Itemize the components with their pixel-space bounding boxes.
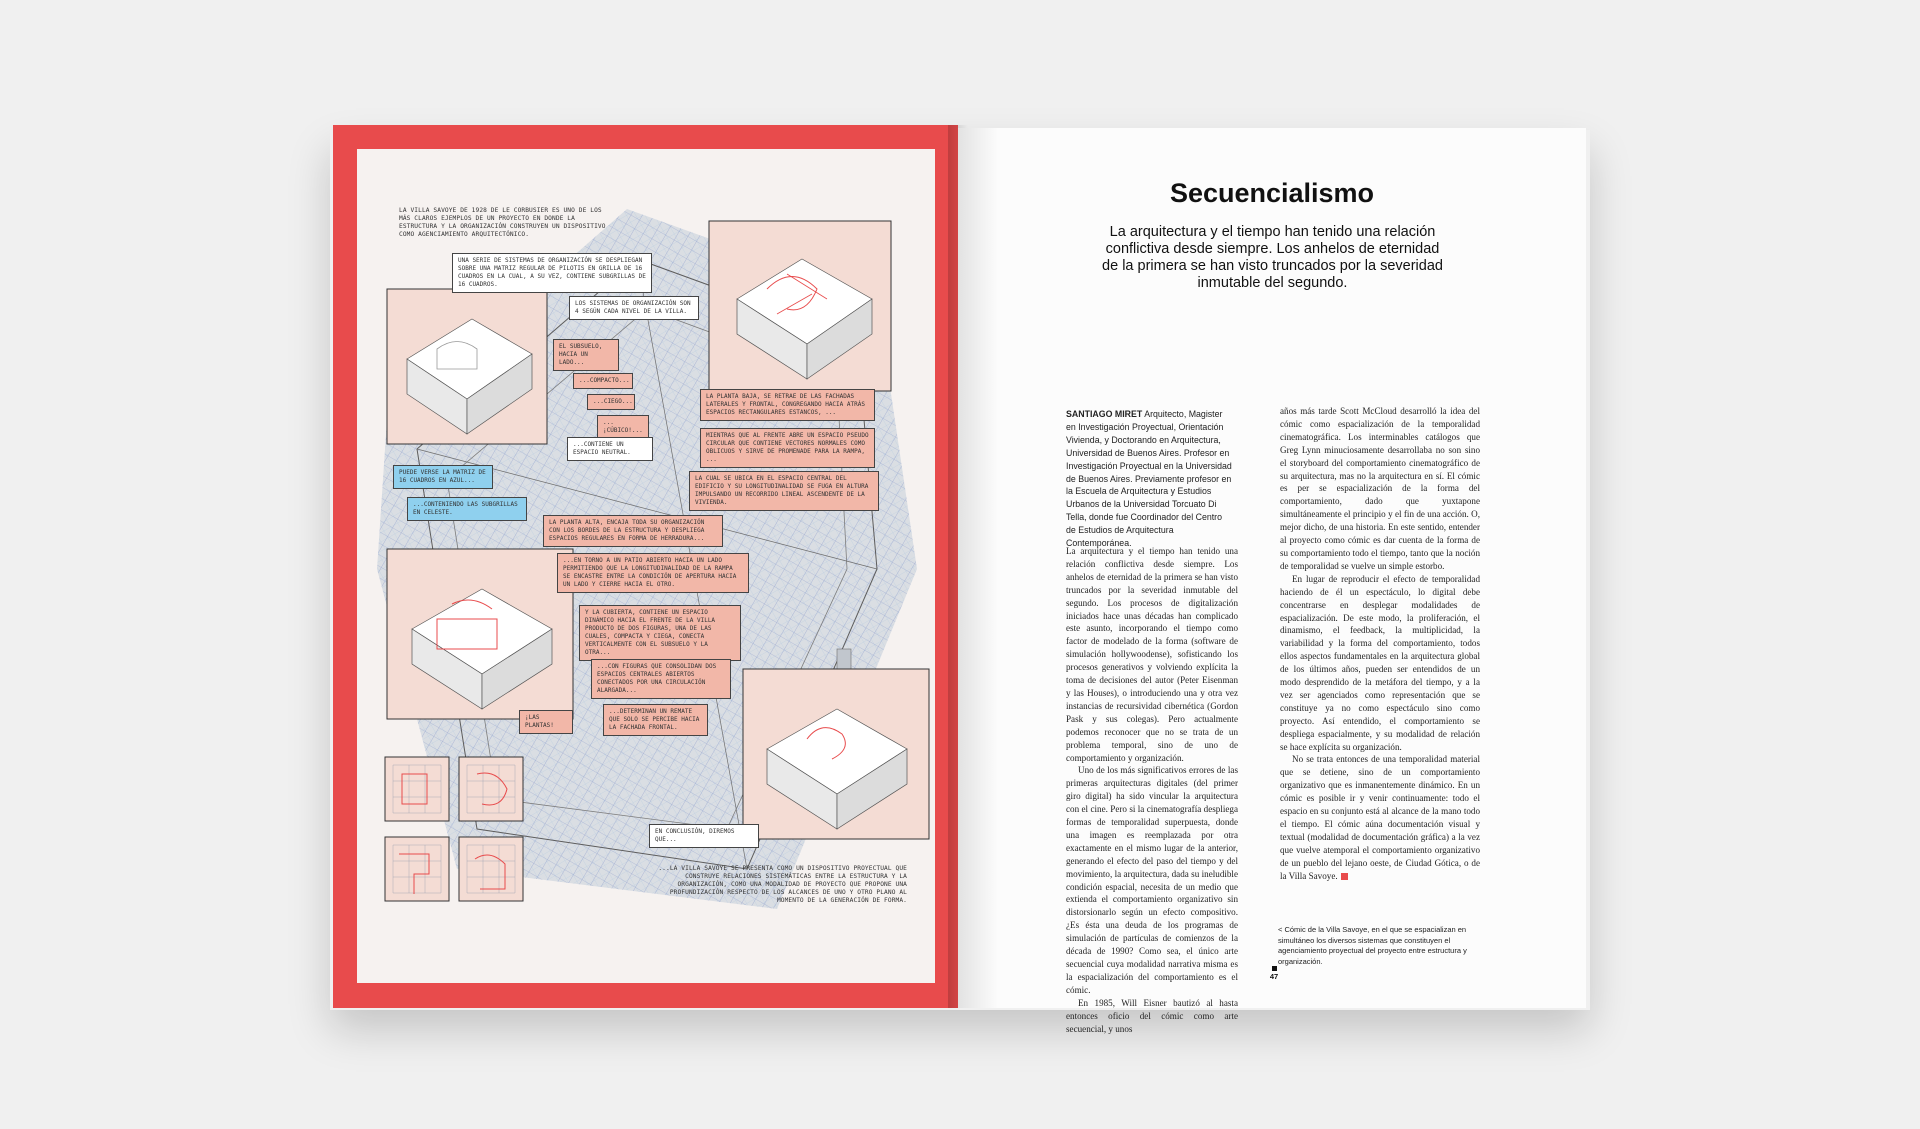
plan-panel-subsuelo [387, 289, 547, 444]
page-number-text: 47 [1269, 972, 1279, 981]
speech-bubble: ...¡CÚBICO!... [597, 415, 649, 439]
paragraph-text: No se trata entonces de una temporalidad material que se detiene, sino de un comportamiento organizativo que es inmanentemente dinámico. En un cómic es posible ir y venir continuamente: todo el espacio en su conjunto está al alcance de la mano todo el tiempo. El cómic aúna documentación visual y textual (modalidad de documentación gráfica) a la vez que vuelve atemporal el comportamiento organizativo de un pueblo del lejano oeste, de Ciudad Gótica, o de la Villa Savoye. [1280, 754, 1480, 881]
page-mark-icon [1272, 966, 1277, 971]
speech-bubble: ¡LAS PLANTAS! [519, 710, 573, 734]
end-of-article-mark [1341, 873, 1348, 880]
plan-panel-cubierta [743, 669, 929, 839]
article-column-1 [1066, 545, 1238, 1035]
speech-bubble: ...CIEGO... [587, 394, 635, 410]
comic-panel-area [357, 149, 935, 983]
author-bio [1066, 408, 1234, 550]
paragraph: Uno de los más significativos errores de las primeras arquitecturas digitales (del primer giro digital) ha sido vincular la arquitectura con el cine. Pero si la cinematografía despliega formas de temporalidad superpuesta, donde una imagen es reemplazada por otra exactamente en el mismo lugar de la anterior, generando el efecto del paso del tiempo y del movimiento, la arquitectura, dada su ineludible condición espacial, necesita de un medio que extienda el comportamiento organizativo sin distorsionarlo según un efecto compositivo. ¿Es ésta una deuda de los programas de simulación de partículas de comienzos de la década de 1990? Como sea, el único arte secuencial cuya modalidad narrativa misma es la espacialización del comportamiento es el cómic. [1066, 765, 1238, 995]
paragraph: La arquitectura y el tiempo han tenido una relación conflictiva desde siempre. Los anhelos de eternidad de la primera se han visto truncados por la severidad inmutable del segundo. Los procesos de digitalización iniciados hace unas décadas han complicado este asunto, incorporando el tiempo como factor de modelado de la forma (software de simulación hollywoodense), sofisticando los procesos generativos y volviendo explícita la toma de decisiones del autor (Peter Eisenman y las Houses), o introduciendo una y otra vez instancias de recursividad cibernética (Gordon Pask y sus colegas). Pero actualmente podemos reconocer que no se trata de un problema temporal, sino de uno de comportamiento y organización. [1066, 546, 1238, 763]
speech-bubble: MIENTRAS QUE AL FRENTE ABRE UN ESPACIO PSEUDO CIRCULAR QUE CONTIENE VECTORES NORMALES COMO OBLICUOS Y SIRVE DE PROMENADE PARA LA RAMPA, ... [700, 428, 875, 468]
plan-panel-planta-baja [709, 221, 891, 391]
speech-bubble: EN CONCLUSIÓN, DIREMOS QUE... [649, 824, 759, 848]
author-bio-text: Arquitecto, Magister en Investigación Proyectual, Orientación Vivienda, y Doctorando en Arquitectura, Universidad de Buenos Aires. Profesor en Investigación Proyectual en la Universidad de Buenos Aires. Previamente profesor en la Escuela de Arquitectura y Estudios Urbanos de la Universidad Torcuato Di Tella, donde fue Coordinador del Centro de Estudios de Arquitectura Contemporánea. [1066, 409, 1232, 549]
speech-bubble: ...CON FIGURAS QUE CONSOLIDAN DOS ESPACIOS CENTRALES ABIERTOS CONECTADOS POR UNA CIRCULACIÓN ALARGADA... [591, 659, 731, 699]
speech-bubble: UNA SERIE DE SISTEMAS DE ORGANIZACIÓN SE DESPLIEGAN SOBRE UNA MATRIZ REGULAR DE PILOTIS EN GRILLA DE 16 CUADROS EN LA CUAL, A SU VEZ, CONTIENE SUBGRILLAS DE 16 CUADROS. [452, 253, 652, 293]
speech-bubble: LA CUAL SE UBICA EN EL ESPACIO CENTRAL DEL EDIFICIO Y SU LONGITUDINALIDAD SE FUGA EN ALTURA IMPULSANDO UN RECORRIDO LINEAL ASCENDENTE DE LA VIVIENDA. [689, 471, 879, 511]
paragraph [1280, 753, 1480, 882]
plan-panel-planta-alta [387, 549, 573, 719]
figure-caption: < Cómic de la Villa Savoye, en el que se espacializan en simultáneo los diversos sistemas que constituyen el agenciamiento proyectual del proyecto entre estructura y organización. [1278, 925, 1467, 966]
page-number [1264, 966, 1284, 981]
speech-bubble: ...DETERMINAN UN REMATE QUE SOLO SE PERCIBE HACIA LA FACHADA FRONTAL. [603, 704, 708, 736]
left-page-comic [333, 125, 958, 1008]
paragraph: años más tarde Scott McCloud desarrolló la idea del cómic como espacialización de la temporalidad cinematográfica. Los interminables catálogos que Greg Lynn minuciosamente desarrollaba no son sino el storyboard del comportamiento cinematográfico de su arquitectura, mas no la arquitectura en sí. El cómic es per se espacialización de la forma del comportamiento, dado que yuxtapone simultáneamente el principio y el fin de una acción. O, mejor dicho, de una historia. En este sentido, entender al proyecto como cómic es dar cuenta de la forma de su comportamiento todo el tiempo, tanto que la noción de temporalidad se vuelve un simple estorbo. [1280, 406, 1480, 571]
article-title: Secuencialismo [1169, 178, 1375, 208]
speech-bubble: LA PLANTA BAJA, SE RETRAE DE LAS FACHADAS LATERALES Y FRONTAL, CONGREGANDO HACIA ATRÁS ESPACIOS RECTANGULARES ESTANCOS, ... [700, 389, 875, 421]
speech-bubble-blue: ...CONTENIENDO LAS SUBGRILLAS EN CELESTE. [407, 497, 527, 521]
speech-bubble: Y LA CUBIERTA, CONTIENE UN ESPACIO DINÁMICO HACIA EL FRENTE DE LA VILLA PRODUCTO DE DOS FIGURAS, UNA DE LAS CUALES, COMPACTA Y CIEGA, CONECTA VERTICALMENTE CON EL SUBSUELO Y LA OTRA... [579, 605, 741, 661]
article-lead: La arquitectura y el tiempo han tenido una relación conflictiva desde siempre. Los anhelos de eternidad de la primera se han visto truncados por la severidad inmutable del segundo. [1102, 224, 1443, 291]
article-column-2 [1280, 405, 1480, 883]
comic-conclusion-caption: ...LA VILLA SAVOYE SE PRESENTA COMO UN DISPOSITIVO PROYECTUAL QUE CONSTRUYE RELACIONES SISTEMÁTICAS ENTRE LA ESTRUCTURA Y LA ORGANIZACIÓN, COMO UNA MODALIDAD DE PROYECTO QUE PROPONE UNA PROFUNDIZACIÓN RESPECTO DE LOS ALCANCES DE UNO Y OTRO PLANO AL MOMENTO DE LA GENERACIÓN DE FORMA. [658, 865, 907, 904]
right-page-gutter-shade [958, 128, 998, 1008]
speech-bubble-blue: PUEDE VERSE LA MATRIZ DE 16 CUADROS EN AZUL... [393, 465, 493, 489]
speech-bubble: LA PLANTA ALTA, ENCAJA TODA SU ORGANIZACIÓN CON LOS BORDES DE LA ESTRUCTURA Y DESPLIEGA ESPACIOS REGULARES EN FORMA DE HERRADURA... [543, 515, 723, 547]
speech-bubble: LOS SISTEMAS DE ORGANIZACIÓN SON 4 SEGÚN CADA NIVEL DE LA VILLA. [569, 296, 699, 320]
comic-intro-caption: LA VILLA SAVOYE DE 1928 DE LE CORBUSIER ES UNO DE LOS MÁS CLAROS EJEMPLOS DE UN PROYECTO EN DONDE LA ESTRUCTURA Y LA ORGANIZACIÓN CONSTRUYEN UN DISPOSITIVO COMO AGENCIAMIENTO ARQUITECTÓNICO. [399, 207, 606, 238]
speech-bubble: ...EN TORNO A UN PATIO ABIERTO HACIA UN LADO PERMITIENDO QUE LA LONGITUDINALIDAD DE LA RAMPA SE ENCASTRE ENTRE LA CONDICIÓN DE APERTURA HACIA UN LADO Y CIERRE HACIA EL OTRO. [557, 553, 749, 593]
speech-bubble: ...COMPACTO... [573, 373, 633, 389]
speech-bubble: EL SUBSUELO, HACIA UN LADO... [553, 339, 619, 371]
author-name: SANTIAGO MIRET [1066, 409, 1143, 419]
paragraph: En 1985, Will Eisner bautizó al hasta entonces oficio del cómic como arte secuencial, y unos [1066, 997, 1238, 1034]
paragraph: En lugar de reproducir el efecto de temporalidad haciendo de él un espectáculo, lo digital debe concentrarse en desplegar modalidades de espacialización. De este modo, la proliferación, el dinamismo, el feedback, la multiplicidad, la variabilidad y la forma del comportamiento, todos ellos aspectos fundamentales en la arquitectura global de los últimos años, pueden ser entendidos de un modo desprendido de la metáfora del tiempo, y a la vez ser agenciados como representación que se constituye ya no como espectáculo sino como proyecto. Así entendido, el comportamiento se despliega espacialmente, y su modalidad de relación se hace explícita su organización. [1280, 573, 1480, 752]
speech-bubble: ...CONTIENE UN ESPACIO NEUTRAL. [567, 437, 653, 461]
